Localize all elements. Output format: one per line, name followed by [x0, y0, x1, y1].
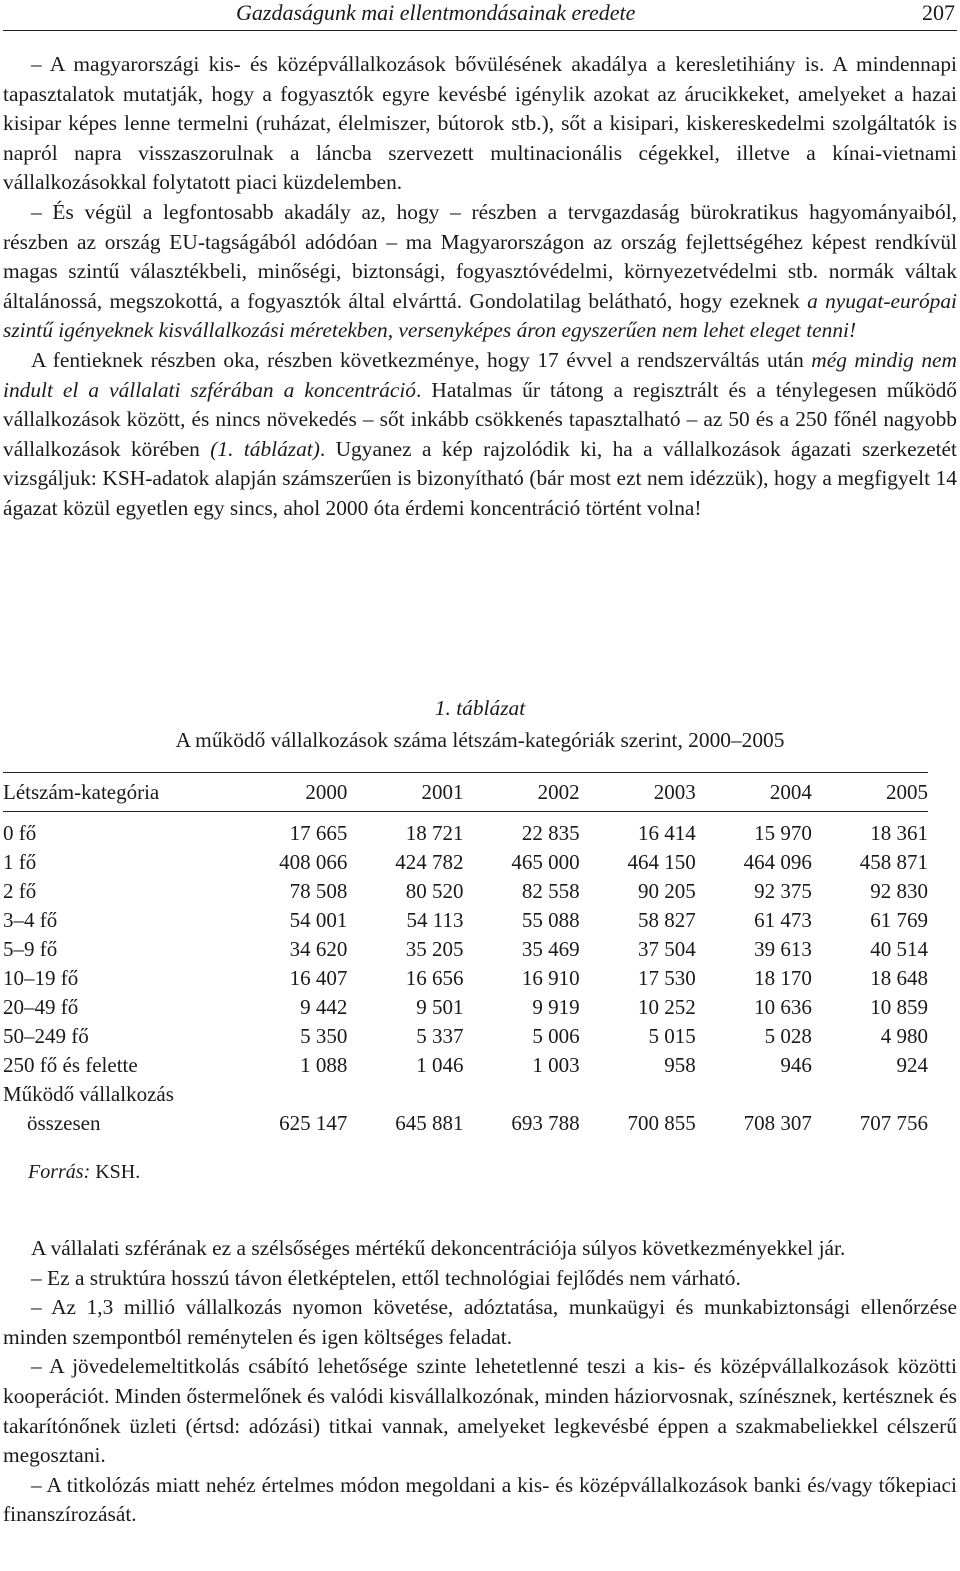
- table-cell: 37 504: [637, 937, 696, 961]
- table-header-row: [3, 773, 928, 812]
- table-cell: 61 769: [870, 908, 928, 932]
- column-header: 2001: [421, 780, 464, 804]
- emphasis-run: a nyugat-európai szintű igényeknek kisvállalkozási méretekben, versenyképes áron egyszerűen nem lehet eleget tenni!: [3, 288, 957, 343]
- column-header: 2005: [886, 780, 928, 804]
- column-header: Létszám-kategória: [3, 780, 160, 804]
- table-cell: 22 835: [521, 821, 580, 845]
- source-label: Forrás:: [28, 1161, 91, 1183]
- table-cell: 90 205: [637, 879, 696, 903]
- table-cell: 1 088: [300, 1053, 348, 1077]
- row-label: 3–4 fő: [3, 908, 58, 932]
- table-source: [28, 1161, 140, 1184]
- top-text-block: [3, 50, 957, 524]
- table-cell: 82 558: [521, 879, 580, 903]
- page-number: 207: [922, 0, 955, 25]
- table-cell: 464 096: [743, 850, 812, 874]
- table-cell: 1 046: [416, 1053, 464, 1077]
- table-cell: 78 508: [289, 879, 348, 903]
- total-label-line1: Működő vállalkozás: [3, 1082, 174, 1106]
- table-cell: 61 473: [754, 908, 812, 932]
- table-cell: 92 830: [870, 879, 928, 903]
- total-label-text: összesen: [27, 1111, 101, 1135]
- table-row: [3, 906, 928, 935]
- table-cell: 16 910: [521, 966, 580, 990]
- table-cell: 1 003: [532, 1053, 580, 1077]
- paragraph: – A titkolózás miatt nehéz értelmes módon megoldani a kis- és középvállalkozások banki és/vagy tőkepiaci finanszírozását.: [3, 1472, 957, 1527]
- table-cell: 18 648: [870, 966, 928, 990]
- table-reference: (1. táblázat): [210, 436, 320, 461]
- table-cell: 17 530: [637, 966, 696, 990]
- table-cell: 9 919: [532, 995, 580, 1019]
- paragraph: – Az 1,3 millió vállalkozás nyomon követése, adóztatása, munkaügyi és munkabiztonsági ellenőrzése minden szempontból reménytelen és igen költséges feladat.: [3, 1295, 957, 1349]
- table-cell: 16 407: [289, 966, 348, 990]
- table-total-row: [3, 1080, 928, 1138]
- table-cell: 9 442: [300, 995, 348, 1019]
- row-label: 10–19 fő: [3, 966, 79, 990]
- table-cell: 34 620: [289, 937, 348, 961]
- table-cell: 16 656: [405, 966, 464, 990]
- total-label: [3, 1080, 231, 1138]
- table-cell: 465 000: [511, 850, 580, 874]
- total-cell: 625 147: [279, 1111, 348, 1135]
- row-label: 1 fő: [3, 850, 37, 874]
- text-run: – A magyarországi kis- és középvállalkozások bővülésének akadálya a keresletihiány is. A mindennapi tapasztalatok mutatják, hogy a fogyasztók egyre kevésbé igénylik azokat az árucikkeket, amelyeket a hazai kisipar képes lenne termelni (ruházat, élelmiszer, bútorok stb.), sőt a kisipari, kiskereskedelmi szolgáltatók is napról napra visszaszorulnak a láncba szervezett multinacionális cégekkel, illetve a kínai-vietnami vállalkozásokkal folytatott piaci küzdelemben.: [3, 52, 957, 195]
- column-header: 2004: [769, 780, 812, 804]
- table-cell: 17 665: [289, 821, 348, 845]
- table-cell: 946: [780, 1053, 812, 1077]
- table-cell: 92 375: [754, 879, 812, 903]
- total-cell: 693 788: [511, 1111, 580, 1135]
- text-run: A fentieknek részben oka, részben következménye, hogy 17 évvel a rendszerváltás után: [31, 347, 812, 372]
- enterprise-count-table: [3, 772, 928, 1138]
- table-row: [3, 877, 928, 906]
- table-cell: 4 980: [880, 1024, 928, 1048]
- table-cell: 408 066: [279, 850, 348, 874]
- emphasis-run: még mindig nem indult el a vállalati szférában a koncentráció: [3, 347, 957, 402]
- table-cell: 5 337: [416, 1024, 464, 1048]
- total-cell: 707 756: [859, 1111, 928, 1135]
- table-body: [3, 812, 928, 1139]
- text-run: . Hatalmas űr tátong a regisztrált és a ténylegesen működő vállalkozások között, és nincs növekedés – sőt inkább csökkenés tapasztalható – az 50 és a 250 főnél nagyobb vállalkozások körében: [3, 377, 958, 461]
- table-cell: 35 469: [521, 937, 580, 961]
- table-cell: 924: [896, 1053, 928, 1077]
- table-cell: 39 613: [754, 937, 812, 961]
- paragraph: A vállalati szférának ez a szélsőséges mértékű dekoncentrációja súlyos következményekkel jár.: [31, 1236, 846, 1260]
- table-row: [3, 1051, 928, 1080]
- paragraph-standards: [3, 198, 957, 346]
- source-value: KSH.: [95, 1161, 141, 1183]
- table-cell: 424 782: [395, 850, 464, 874]
- table-cell: 18 170: [754, 966, 812, 990]
- running-title: Gazdaságunk mai ellentmondásainak eredete: [236, 0, 636, 25]
- table-cell: 15 970: [754, 821, 812, 845]
- table-cell: 54 113: [406, 908, 464, 932]
- table-cell: 54 001: [289, 908, 348, 932]
- row-label: 2 fő: [3, 879, 37, 903]
- table-row: [3, 812, 928, 849]
- row-label: 50–249 fő: [3, 1024, 89, 1048]
- table-cell: 9 501: [416, 995, 464, 1019]
- table-cell: 18 361: [870, 821, 928, 845]
- total-label-line2: [3, 1109, 231, 1138]
- table-cell: 5 006: [532, 1024, 580, 1048]
- paragraph: – A jövedelemeltitkolás csábító lehetősége szinte lehetetlenné teszi a kis- és középvállalkozások közötti kooperációt. Minden őstermelőnek és valódi kisvállalkozónak, minden háziorvosnak, színésznek, kertésznek és takarítónőnek üzleti (értsd: adózási) titkai vannak, amelyeket legkevésbé éppen a szakmabeliekkel célszerű megosztani.: [3, 1354, 957, 1468]
- table-cell: 10 859: [870, 995, 928, 1019]
- table-cell: 18 721: [405, 821, 464, 845]
- table-cell: 55 088: [521, 908, 580, 932]
- paragraph-demand: [3, 50, 957, 198]
- text-run: . Ugyanez a kép rajzolódik ki, ha a vállalkozások ágazati szerkezetét vizsgáljuk: KSH-adatok alapján számszerűen is bizonyítható (bár most ezt nem idézzük), hogy a megfigyelt 14 ágazat közül egyetlen egy sincs, ahol 2000 óta érdemi koncentráció történt volna!: [3, 436, 957, 520]
- row-label: 5–9 fő: [3, 937, 58, 961]
- running-header: [3, 0, 957, 31]
- table-title: [0, 692, 960, 756]
- total-cell: 708 307: [743, 1111, 812, 1135]
- table-row: [3, 1022, 928, 1051]
- table-cell: 16 414: [637, 821, 696, 845]
- table-cell: 464 150: [627, 850, 696, 874]
- column-header: 2002: [537, 780, 580, 804]
- table-row: [3, 848, 928, 877]
- row-label: 20–49 fő: [3, 995, 79, 1019]
- table-cell: 5 028: [764, 1024, 812, 1048]
- table-row: [3, 964, 928, 993]
- table-cell: 958: [664, 1053, 696, 1077]
- total-cell: 645 881: [395, 1111, 464, 1135]
- table-row: [3, 935, 928, 964]
- table-cell: 80 520: [405, 879, 464, 903]
- row-label: 0 fő: [3, 821, 37, 845]
- table-cell: 35 205: [405, 937, 464, 961]
- column-header: 2000: [305, 780, 348, 804]
- paragraph: – Ez a struktúra hosszú távon életképtelen, ettől technológiai fejlődés nem várható.: [31, 1265, 741, 1290]
- row-label: 250 fő és felette: [3, 1053, 138, 1077]
- table-cell: 58 827: [637, 908, 696, 932]
- table-cell: 10 252: [637, 995, 696, 1019]
- table-label: 1. táblázat: [434, 696, 526, 720]
- table-cell: 40 514: [870, 937, 928, 961]
- table-cell: 10 636: [754, 995, 812, 1019]
- table-cell: 5 015: [648, 1024, 696, 1048]
- bottom-text-block: [3, 1234, 957, 1530]
- total-cell: 700 855: [627, 1111, 696, 1135]
- paragraph-concentration: [3, 346, 957, 524]
- table-caption: A működő vállalkozások száma létszám-kategóriák szerint, 2000–2005: [175, 728, 785, 752]
- table-cell: 5 350: [300, 1024, 348, 1048]
- table-row: [3, 993, 928, 1022]
- text-run: – És végül a legfontosabb akadály az, hogy – részben a tervgazdaság bürokratikus hagyományaiból, részben az ország EU-tagságából adódóan – ma Magyarországon az ország fejlettségéhez képest rendkívül magas szintű választékbeli, minőségi, biztonsági, fogyasztóvédelmi, környezetvédelmi stb. normák váltak általánossá, megszokottá, a fogyasztók által elvárttá. Gondolatilag belátható, hogy ezeknek: [3, 199, 957, 313]
- column-header: 2003: [653, 780, 696, 804]
- table-cell: 458 871: [859, 850, 928, 874]
